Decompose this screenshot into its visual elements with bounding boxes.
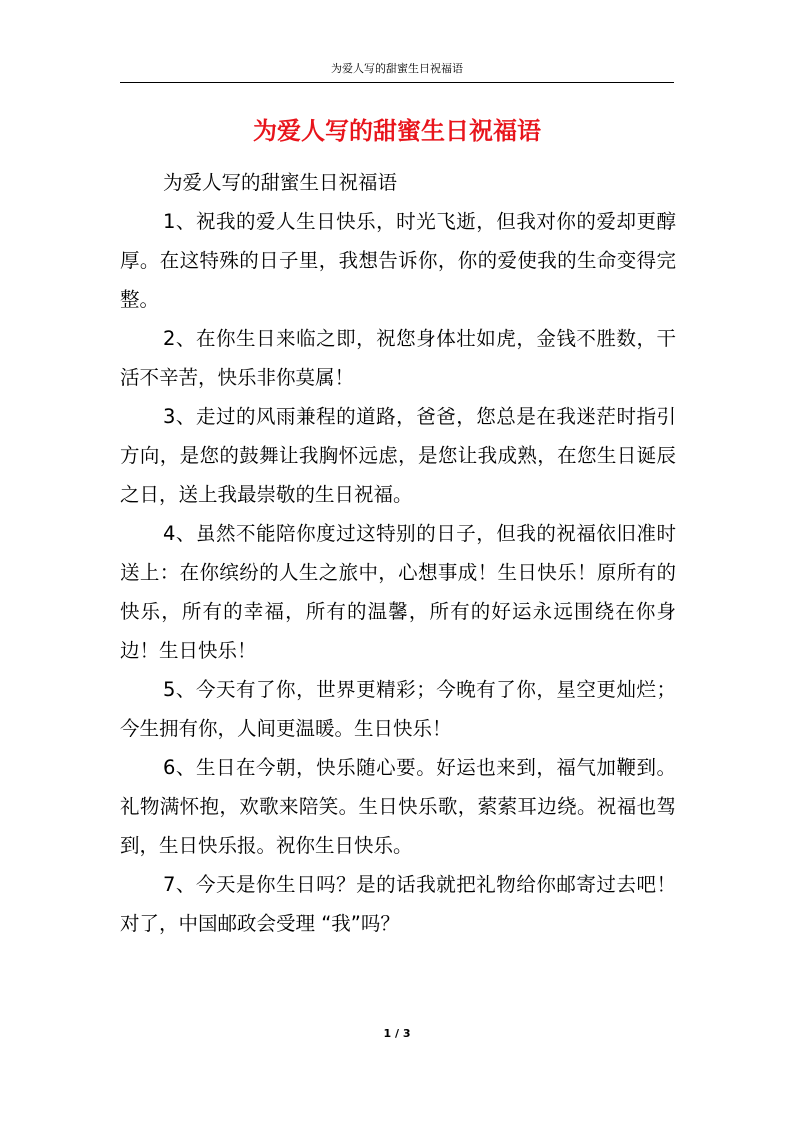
wish-paragraph-2: 2、在你生日来临之即，祝您身体壮如虎，金钱不胜数，干活不辛苦，快乐非你莫属！ [120, 327, 676, 389]
wish-paragraph-5: 5、今天有了你，世界更精彩；今晚有了你，星空更灿烂；今生拥有你，人间更温暖。生日快乐！ [120, 678, 676, 740]
subtitle-paragraph: 为爱人写的甜蜜生日祝福语 [163, 171, 398, 194]
running-header: 为爱人写的甜蜜生日祝福语 [331, 62, 463, 75]
header-divider [120, 82, 674, 83]
wish-paragraph-1: 1、祝我的爱人生日快乐，时光飞逝，但我对你的爱却更醇厚。在这特殊的日子里，我想告诉你，你的爱使我的生命变得完整。 [120, 210, 676, 311]
wish-paragraph-3: 3、走过的风雨兼程的道路，爸爸，您总是在我迷茫时指引方向，是您的鼓舞让我胸怀远虑，是您让我成熟，在您生日诞辰之日，送上我最崇敬的生日祝福。 [120, 405, 676, 506]
page-number: 1 / 3 [383, 1027, 411, 1040]
wish-paragraph-6: 6、生日在今朝，快乐随心要。好运也来到，福气加鞭到。礼物满怀抱，欢歌来陪笑。生日快乐歌，萦萦耳边绕。祝福也驾到，生日快乐报。祝你生日快乐。 [120, 756, 676, 857]
wish-paragraph-4: 4、虽然不能陪你度过这特别的日子，但我的祝福依旧准时送上：在你缤纷的人生之旅中，心想事成！生日快乐！原所有的快乐，所有的幸福，所有的温馨，所有的好运永远围绕在你身边！生日快乐！ [120, 522, 676, 662]
document-title: 为爱人写的甜蜜生日祝福语 [253, 117, 541, 145]
document-body [120, 163, 676, 943]
wish-paragraph-7: 7、今天是你生日吗？是的话我就把礼物给你邮寄过去吧！对了，中国邮政会受理 “我”吗？ [120, 873, 676, 935]
